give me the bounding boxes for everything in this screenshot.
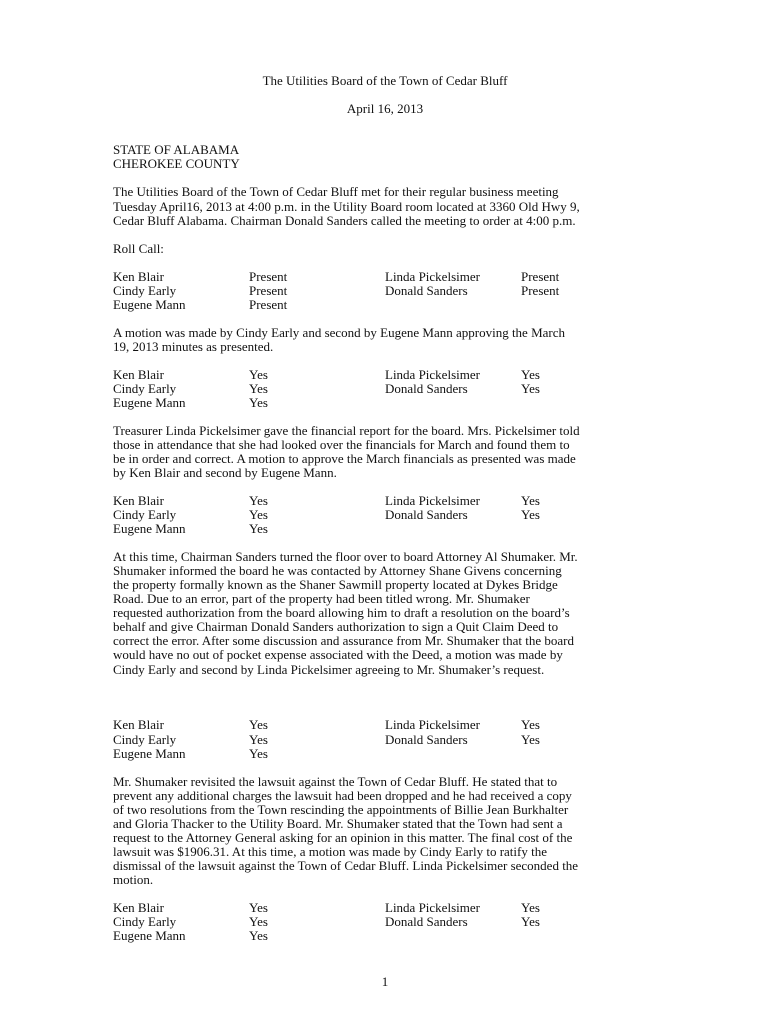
member-name: Eugene Mann xyxy=(113,297,186,312)
paragraph-line: Treasurer Linda Pickelsimer gave the financial report for the board. Mrs. Pickelsimer told xyxy=(113,423,580,438)
member-vote: Yes xyxy=(521,381,540,396)
member-name: Donald Sanders xyxy=(385,381,468,396)
member-name: Cindy Early xyxy=(113,732,177,747)
member-vote: Present xyxy=(249,269,288,284)
member-name: Linda Pickelsimer xyxy=(385,900,480,915)
member-vote: Yes xyxy=(521,900,540,915)
member-name: Eugene Mann xyxy=(113,928,186,943)
member-name: Cindy Early xyxy=(113,283,177,298)
member-vote: Yes xyxy=(249,914,268,929)
member-vote: Yes xyxy=(249,521,268,536)
member-vote: Yes xyxy=(521,507,540,522)
paragraph-line: and Gloria Thacker to the Utility Board. Mr. Shumaker stated that the Town had sent a xyxy=(113,816,563,831)
paragraph-line: Mr. Shumaker revisited the lawsuit against the Town of Cedar Bluff. He stated that to xyxy=(113,774,558,789)
member-vote: Yes xyxy=(249,367,268,382)
member-name: Linda Pickelsimer xyxy=(385,717,480,732)
member-name: Linda Pickelsimer xyxy=(385,269,480,284)
paragraph-line: At this time, Chairman Sanders turned the floor over to board Attorney Al Shumaker. Mr. xyxy=(113,549,578,564)
county-line: CHEROKEE COUNTY xyxy=(113,156,240,171)
member-vote: Present xyxy=(521,283,560,298)
intro-line: Cedar Bluff Alabama. Chairman Donald Sanders called the meeting to order at 4:00 p.m. xyxy=(113,213,576,228)
member-vote: Yes xyxy=(249,493,268,508)
member-vote: Yes xyxy=(521,914,540,929)
member-vote: Yes xyxy=(249,381,268,396)
member-name: Ken Blair xyxy=(113,493,164,508)
member-vote: Yes xyxy=(249,717,268,732)
member-name: Cindy Early xyxy=(113,381,177,396)
member-vote: Yes xyxy=(249,732,268,747)
member-vote: Present xyxy=(521,269,560,284)
member-name: Cindy Early xyxy=(113,914,177,929)
paragraph-line: the property formally known as the Shaner Sawmill property located at Dykes Bridge xyxy=(113,577,558,592)
paragraph-line: Cindy Early and second by Linda Pickelsimer agreeing to Mr. Shumaker’s request. xyxy=(113,662,545,677)
member-vote: Yes xyxy=(521,717,540,732)
member-name: Ken Blair xyxy=(113,717,164,732)
paragraph-line: prevent any additional charges the lawsuit had been dropped and he had received a copy xyxy=(113,788,572,803)
intro-line: Tuesday April16, 2013 at 4:00 p.m. in the Utility Board room located at 3360 Old Hwy 9, xyxy=(113,199,580,214)
member-vote: Yes xyxy=(249,395,268,410)
member-name: Donald Sanders xyxy=(385,732,468,747)
member-vote: Yes xyxy=(249,507,268,522)
paragraph-line: Shumaker informed the board he was contacted by Attorney Shane Givens concerning xyxy=(113,563,562,578)
member-name: Ken Blair xyxy=(113,269,164,284)
member-vote: Yes xyxy=(521,493,540,508)
paragraph-line: motion. xyxy=(113,872,154,887)
page-number: 1 xyxy=(381,974,389,989)
member-name: Ken Blair xyxy=(113,367,164,382)
paragraph-line: requested authorization from the board allowing him to draft a resolution on the board’s xyxy=(113,605,570,620)
member-name: Linda Pickelsimer xyxy=(385,493,480,508)
member-vote: Present xyxy=(249,283,288,298)
paragraph-line: be in order and correct. A motion to approve the March financials as presented was made xyxy=(113,451,576,466)
paragraph-line: lawsuit was $1906.31. At this time, a motion was made by Cindy Early to ratify the xyxy=(113,844,547,859)
paragraph-line: request to the Attorney General asking for an opinion in this matter. The final cost of the xyxy=(113,830,573,845)
member-vote: Present xyxy=(249,297,288,312)
paragraph-line: behalf and give Chairman Donald Sanders authorization to sign a Quit Claim Deed to xyxy=(113,619,559,634)
member-vote: Yes xyxy=(249,928,268,943)
intro-line: The Utilities Board of the Town of Cedar Bluff met for their regular business meeting xyxy=(113,184,559,199)
member-vote: Yes xyxy=(249,900,268,915)
member-name: Donald Sanders xyxy=(385,507,468,522)
member-name: Eugene Mann xyxy=(113,521,186,536)
paragraph-line: A motion was made by Cindy Early and second by Eugene Mann approving the March xyxy=(113,325,566,340)
paragraph-line: of two resolutions from the Town rescinding the appointments of Billie Jean Burkhalter xyxy=(113,802,569,817)
roll-call-heading: Roll Call: xyxy=(113,241,164,256)
paragraph-line: Road. Due to an error, part of the property had been titled wrong. Mr. Shumaker xyxy=(113,591,530,606)
member-name: Cindy Early xyxy=(113,507,177,522)
document-date: April 16, 2013 xyxy=(346,101,424,116)
document-title: The Utilities Board of the Town of Cedar Bluff xyxy=(262,73,508,88)
member-vote: Yes xyxy=(249,746,268,761)
member-name: Eugene Mann xyxy=(113,746,186,761)
member-vote: Yes xyxy=(521,367,540,382)
member-name: Ken Blair xyxy=(113,900,164,915)
member-name: Eugene Mann xyxy=(113,395,186,410)
paragraph-line: correct the error. After some discussion and assurance from Mr. Shumaker that the board xyxy=(113,633,574,648)
member-name: Linda Pickelsimer xyxy=(385,367,480,382)
member-name: Donald Sanders xyxy=(385,283,468,298)
state-line: STATE OF ALABAMA xyxy=(113,142,240,157)
paragraph-line: by Ken Blair and second by Eugene Mann. xyxy=(113,465,337,480)
paragraph-line: those in attendance that she had looked over the financials for March and found them to xyxy=(113,437,570,452)
member-vote: Yes xyxy=(521,732,540,747)
member-name: Donald Sanders xyxy=(385,914,468,929)
paragraph-line: would have no out of pocket expense associated with the Deed, a motion was made by xyxy=(113,647,563,662)
paragraph-line: 19, 2013 minutes as presented. xyxy=(113,339,274,354)
paragraph-line: dismissal of the lawsuit against the Town of Cedar Bluff. Linda Pickelsimer seconded the xyxy=(113,858,579,873)
